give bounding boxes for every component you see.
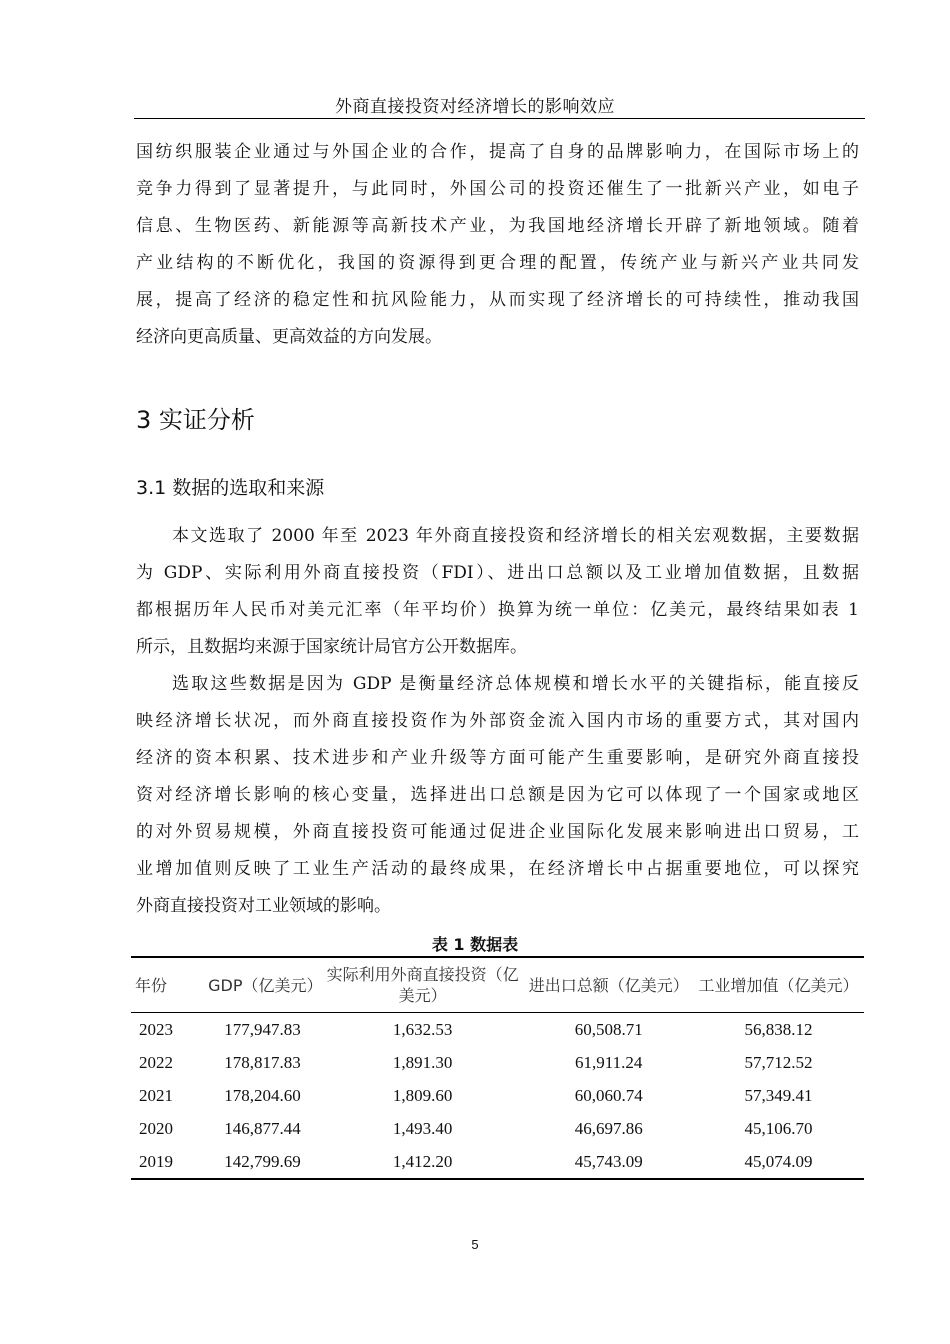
cell-fdi: 1,412.20: [392, 1151, 453, 1171]
cell-industry: 56,838.12: [744, 1019, 813, 1039]
intro-paragraph: [136, 134, 859, 356]
text-line: 的对外贸易规模，外商直接投资可能通过促进企业国际化发展来影响进出口贸易，工: [136, 822, 859, 842]
text-line: 国纺织服装企业通过与外国企业的合作，提高了自身的品牌影响力，在国际市场上的: [136, 142, 859, 162]
cell-fdi: 1,809.60: [392, 1085, 453, 1105]
text-line: 选取这些数据是因为 GDP 是衡量经济总体规模和增长水平的关键指标，能直接反: [172, 674, 859, 694]
column-header-fdi: 实际利用外商直接投资（亿美元）: [326, 965, 519, 1005]
cell-trade: 60,508.71: [574, 1019, 643, 1039]
cell-gdp: 177,947.83: [224, 1019, 301, 1039]
body-paragraph-2: [136, 666, 859, 925]
cell-trade: 45,743.09: [574, 1151, 643, 1171]
table-row: [131, 1079, 864, 1112]
cell-industry: 45,074.09: [744, 1151, 813, 1171]
text-line: 展，提高了经济的稳定性和抗风险能力，从而实现了经济增长的可持续性，推动我国: [136, 290, 859, 310]
cell-year: 2022: [139, 1052, 173, 1072]
text-line: 本文选取了 2000 年至 2023 年外商直接投资和经济增长的相关宏观数据，主要数据: [172, 526, 859, 546]
text-line: 业增加值则反映了工业生产活动的最终成果，在经济增长中占据重要地位，可以探究: [136, 859, 859, 879]
column-header-trade: 进出口总额（亿美元）: [528, 975, 689, 995]
running-header: 外商直接投资对经济增长的影响效应: [335, 97, 615, 117]
cell-fdi: 1,632.53: [392, 1019, 453, 1039]
text-line: 资对经济增长影响的核心变量，选择进出口总额是因为它可以体现了一个国家或地区: [136, 785, 859, 805]
text-line: 都根据历年人民币对美元汇率（年平均价）换算为统一单位：亿美元，最终结果如表 1: [136, 600, 859, 620]
column-header-gdp: GDP（亿美元）: [208, 975, 323, 995]
cell-year: 2020: [139, 1118, 173, 1138]
cell-fdi: 1,493.40: [392, 1118, 453, 1138]
text-line: 映经济增长状况，而外商直接投资作为外部资金流入国内市场的重要方式，其对国内: [136, 711, 859, 731]
body-paragraph-1: [136, 518, 859, 666]
table-caption: 表 1 数据表: [431, 935, 519, 954]
column-header-industry: 工业增加值（亿美元）: [698, 975, 859, 995]
data-table: [131, 956, 864, 1180]
table-header-row: [131, 957, 864, 1013]
cell-industry: 57,712.52: [744, 1052, 813, 1072]
text-line: 竞争力得到了显著提升，与此同时，外国公司的投资还催生了一批新兴产业，如电子: [136, 179, 859, 199]
cell-year: 2023: [139, 1019, 173, 1039]
table-row: [131, 1145, 864, 1179]
cell-gdp: 178,204.60: [224, 1085, 301, 1105]
table-row: [131, 1046, 864, 1079]
column-header-year: 年份: [135, 975, 168, 995]
text-line: 所示，且数据均来源于国家统计局官方公开数据库。: [136, 637, 527, 657]
cell-year: 2019: [139, 1151, 173, 1171]
text-line: 信息、生物医药、新能源等高新技术产业，为我国地经济增长开辟了新地领域。随着: [136, 216, 859, 236]
subsection-heading: 3.1 数据的选取和来源: [136, 477, 325, 499]
text-line: 为 GDP、实际利用外商直接投资（FDI）、进出口总额以及工业增加值数据，且数据: [136, 563, 859, 583]
cell-gdp: 178,817.83: [224, 1052, 301, 1072]
cell-fdi: 1,891.30: [392, 1052, 453, 1072]
cell-gdp: 146,877.44: [224, 1118, 301, 1138]
cell-industry: 45,106.70: [744, 1118, 813, 1138]
cell-year: 2021: [139, 1085, 173, 1105]
cell-gdp: 142,799.69: [224, 1151, 301, 1171]
page-number: 5: [471, 1237, 479, 1252]
text-line: 产业结构的不断优化，我国的资源得到更合理的配置，传统产业与新兴产业共同发: [136, 253, 859, 273]
table-row: [131, 1013, 864, 1047]
text-line: 经济的资本积累、技术进步和产业升级等方面可能产生重要影响，是研究外商直接投: [136, 748, 859, 768]
section-heading: 3 实证分析: [136, 406, 255, 434]
text-line: 外商直接投资对工业领域的影响。: [136, 896, 391, 916]
cell-trade: 60,060.74: [574, 1085, 643, 1105]
cell-trade: 61,911.24: [575, 1052, 643, 1072]
cell-trade: 46,697.86: [574, 1118, 643, 1138]
table-row: [131, 1112, 864, 1145]
header-rule: [134, 118, 865, 119]
text-line: 经济向更高质量、更高效益的方向发展。: [136, 327, 442, 347]
cell-industry: 57,349.41: [744, 1085, 813, 1105]
